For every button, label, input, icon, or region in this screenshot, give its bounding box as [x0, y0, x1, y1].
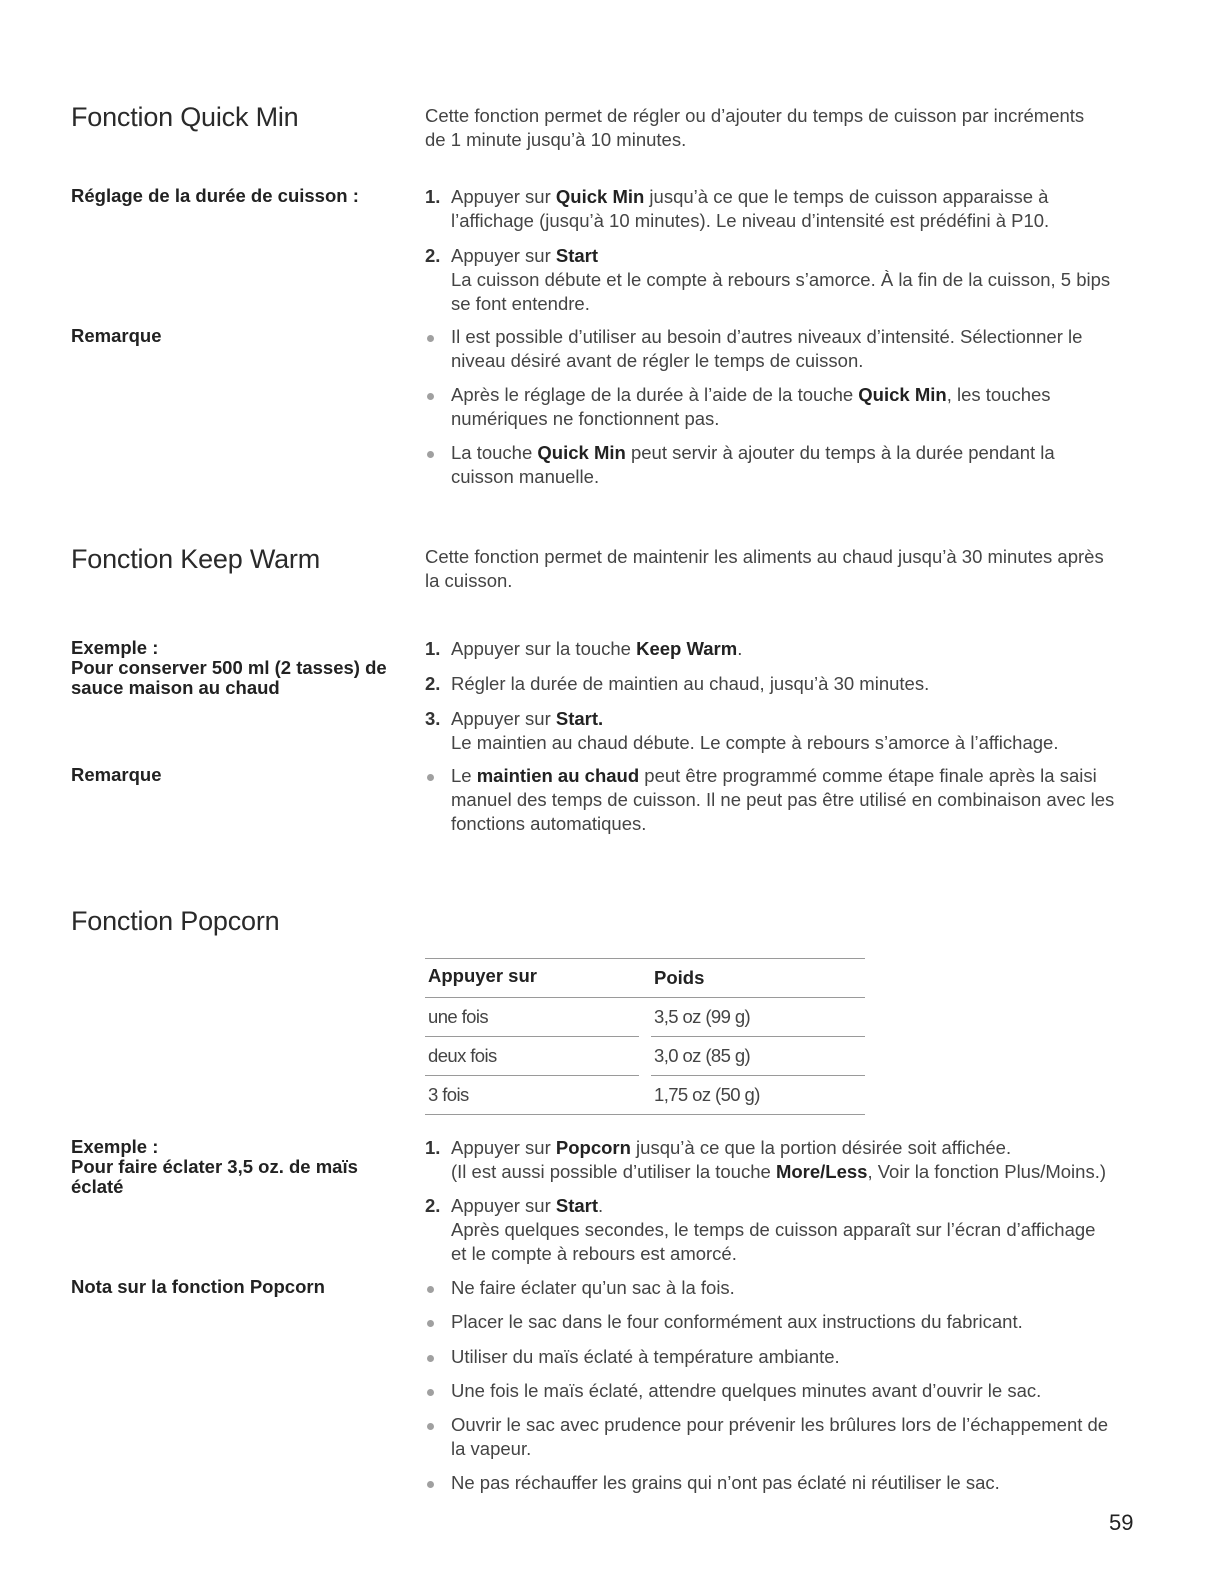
quick-min-intro: [425, 104, 1155, 152]
keep-warm-step-2: [425, 672, 1145, 696]
note-text: peut être programmé comme étape finale après la saisi: [639, 765, 1097, 786]
step-number: 1.: [425, 638, 441, 659]
step-text: , Voir la fonction Plus/Moins.): [867, 1161, 1107, 1182]
bullet-icon: [427, 1423, 434, 1430]
example-label-line: Pour conserver 500 ml (2 tasses) de: [71, 657, 387, 678]
table-rule: [425, 958, 865, 959]
keep-warm-example-label: [71, 638, 411, 698]
step-text: Appuyer sur la touche: [451, 638, 637, 659]
section-title-keep-warm: Fonction Keep Warm: [71, 544, 320, 574]
note-text: Ne pas réchauffer les grains qui n’ont pas éclaté ni réutiliser le sac.: [451, 1472, 1000, 1493]
keep-warm-step-1: [425, 637, 1145, 661]
table-rule: [651, 1036, 865, 1037]
key-start: Start: [555, 245, 599, 266]
popcorn-note: [425, 1471, 1145, 1495]
table-cell: une fois: [428, 1006, 488, 1027]
step-text: Appuyer sur: [451, 708, 556, 729]
table-rule: [425, 997, 865, 998]
bullet-icon: [427, 335, 434, 342]
step-number: 1.: [425, 1137, 441, 1158]
note-text: niveau désiré avant de régler le temps de cuisson.: [451, 350, 864, 371]
popcorn-example-label: [71, 1137, 411, 1197]
bullet-icon: [427, 1355, 434, 1362]
keep-warm-step-3: [425, 707, 1145, 755]
note-text: Utiliser du maïs éclaté à température ambiante.: [451, 1346, 840, 1367]
table-cell: deux fois: [428, 1045, 497, 1066]
note-text: cuisson manuelle.: [451, 466, 600, 487]
note-text: fonctions automatiques.: [451, 813, 647, 834]
note-text: La touche: [451, 442, 538, 463]
table-header-appuyer: Appuyer sur: [428, 965, 537, 986]
bullet-icon: [427, 1320, 434, 1327]
keep-warm-intro: [425, 545, 1155, 593]
step-number: 2.: [425, 245, 441, 266]
step-text: l’affichage (jusqu’à 10 minutes). Le niveau d’intensité est prédéfini à P10.: [451, 210, 1050, 231]
table-cell: 1,75 oz (50 g): [654, 1084, 760, 1105]
step-text: Appuyer sur: [451, 1195, 556, 1216]
quick-min-note-3: [425, 441, 1145, 489]
table-cell: 3,0 oz (85 g): [654, 1045, 751, 1066]
table-cell: 3,5 oz (99 g): [654, 1006, 751, 1027]
popcorn-note: [425, 1345, 1145, 1369]
note-text: manuel des temps de cuisson. Il ne peut pas être utilisé en combinaison avec les: [451, 789, 1115, 810]
note-text: Il est possible d’utiliser au besoin d’autres niveaux d’intensité. Sélectionner le: [451, 326, 1083, 347]
key-start: Start: [555, 1195, 599, 1216]
section-title-quick-min: Fonction Quick Min: [71, 102, 299, 132]
step-text: se font entendre.: [451, 293, 590, 314]
label-nota-popcorn: Nota sur la fonction Popcorn: [71, 1276, 325, 1297]
note-text: Une fois le maïs éclaté, attendre quelques minutes avant d’ouvrir le sac.: [451, 1380, 1042, 1401]
section-title-popcorn: Fonction Popcorn: [71, 906, 280, 936]
table-rule: [425, 1075, 639, 1076]
note-text: Ouvrir le sac avec prudence pour prévenir les brûlures lors de l’échappement de: [451, 1414, 1109, 1435]
bullet-icon: [427, 1286, 434, 1293]
step-text: Appuyer sur: [451, 1137, 556, 1158]
table-cell: 3 fois: [428, 1084, 469, 1105]
step-number: 3.: [425, 708, 441, 729]
key-popcorn: Popcorn: [555, 1137, 631, 1158]
bullet-icon: [427, 1389, 434, 1396]
key-quick-min: Quick Min: [537, 442, 626, 463]
example-label-line: sauce maison au chaud: [71, 677, 280, 698]
table-rule: [425, 1036, 639, 1037]
table-header-poids: Poids: [654, 967, 705, 988]
bullet-icon: [427, 451, 434, 458]
step-text: La cuisson débute et le compte à rebours s’amorce. À la fin de la cuisson, 5 bips: [451, 269, 1111, 290]
keep-warm-intro-line: la cuisson.: [425, 570, 513, 591]
note-text: , les touches: [946, 384, 1051, 405]
key-maintien-au-chaud: maintien au chaud: [476, 765, 640, 786]
popcorn-note: [425, 1310, 1145, 1334]
key-keep-warm: Keep Warm: [636, 638, 738, 659]
popcorn-step-2: [425, 1194, 1145, 1266]
step-text: Le maintien au chaud débute. Le compte à rebours s’amorce à l’affichage.: [451, 732, 1059, 753]
step-text: (Il est aussi possible d’utiliser la touche: [451, 1161, 776, 1182]
key-start: Start.: [555, 708, 604, 729]
page-number: 59: [1109, 1510, 1134, 1535]
popcorn-note: [425, 1413, 1145, 1461]
key-quick-min: Quick Min: [555, 186, 645, 207]
keep-warm-intro-line: Cette fonction permet de maintenir les aliments au chaud jusqu’à 30 minutes après: [425, 546, 1104, 567]
note-text: numériques ne fonctionnent pas.: [451, 408, 720, 429]
example-label-line: Exemple :: [71, 1136, 159, 1157]
step-text: jusqu’à ce que la portion désirée soit affichée.: [630, 1137, 1012, 1158]
label-remarque: Remarque: [71, 325, 162, 346]
quick-min-step-1: [425, 185, 1145, 233]
note-text: Après le réglage de la durée à l’aide de la touche: [451, 384, 859, 405]
quick-min-note-2: [425, 383, 1145, 431]
table-rule: [425, 1114, 865, 1115]
step-text: .: [598, 1195, 604, 1216]
bullet-icon: [427, 393, 434, 400]
step-text: Régler la durée de maintien au chaud, jusqu’à 30 minutes.: [451, 673, 930, 694]
step-number: 2.: [425, 1195, 441, 1216]
step-number: 2.: [425, 673, 441, 694]
step-text: Appuyer sur: [451, 186, 556, 207]
step-text: et le compte à rebours est amorcé.: [451, 1243, 737, 1264]
note-text: peut servir à ajouter du temps à la durée pendant la: [625, 442, 1055, 463]
popcorn-note: [425, 1379, 1145, 1403]
example-label-line: Exemple :: [71, 637, 159, 658]
label-remarque: Remarque: [71, 764, 162, 785]
note-text: Ne faire éclater qu’un sac à la fois.: [451, 1277, 735, 1298]
table-rule: [651, 1075, 865, 1076]
step-text: Après quelques secondes, le temps de cuisson apparaît sur l’écran d’affichage: [451, 1219, 1096, 1240]
quick-min-intro-line: Cette fonction permet de régler ou d’ajouter du temps de cuisson par incréments: [425, 105, 1085, 126]
label-reglage-duree: Réglage de la durée de cuisson :: [71, 185, 359, 206]
key-quick-min: Quick Min: [858, 384, 947, 405]
step-text: Appuyer sur: [451, 245, 556, 266]
step-text: jusqu’à ce que le temps de cuisson apparaisse à: [644, 186, 1049, 207]
popcorn-note: [425, 1276, 1145, 1300]
key-more-less: More/Less: [775, 1161, 868, 1182]
quick-min-step-2: [425, 244, 1145, 316]
quick-min-intro-line: de 1 minute jusqu’à 10 minutes.: [425, 129, 687, 150]
example-label-line: Pour faire éclater 3,5 oz. de maïs: [71, 1156, 358, 1177]
note-text: Le: [451, 765, 477, 786]
bullet-icon: [427, 1481, 434, 1488]
keep-warm-note-1: [425, 764, 1145, 836]
example-label-line: éclaté: [71, 1176, 124, 1197]
note-text: la vapeur.: [451, 1438, 532, 1459]
step-number: 1.: [425, 186, 441, 207]
popcorn-step-1: [425, 1136, 1145, 1184]
step-text: .: [737, 638, 743, 659]
quick-min-note-1: [425, 325, 1145, 373]
note-text: Placer le sac dans le four conformément aux instructions du fabricant.: [451, 1311, 1023, 1332]
bullet-icon: [427, 774, 434, 781]
